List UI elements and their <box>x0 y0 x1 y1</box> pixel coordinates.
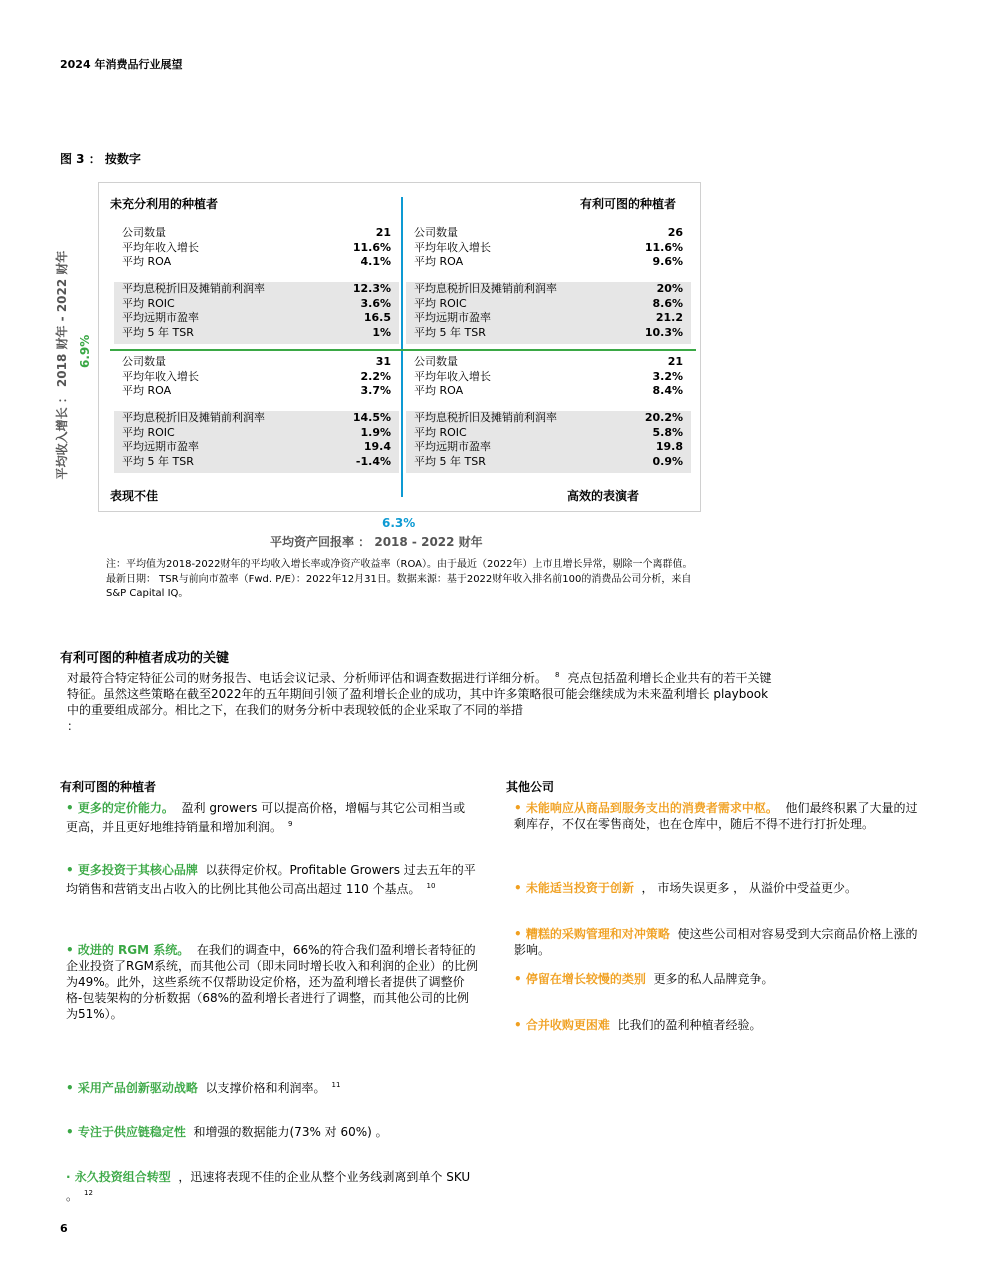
stat-value: 3.6% <box>360 296 391 310</box>
stat-row <box>406 440 691 455</box>
bullet-lead: • 更多投资于其核心品牌 <box>66 863 198 877</box>
stat-value: 14.5% <box>352 411 391 424</box>
stat-row <box>114 440 399 455</box>
stat-row <box>406 255 691 270</box>
stat-label: 平均 ROIC <box>414 425 467 439</box>
stat-row <box>114 297 399 312</box>
stat-label: 平均息税折旧及摊销前利润率 <box>122 282 265 295</box>
intro-tail: ： <box>67 719 80 733</box>
vertical-axis-line <box>401 197 403 497</box>
stat-label: 平均远期市盈率 <box>122 440 199 453</box>
quadrant-title-top-left: 未充分利用的种植者 <box>110 197 219 211</box>
stat-value: 21.2 <box>655 311 683 324</box>
stat-row <box>114 255 399 270</box>
bullet-lead: • 合并收购更困难 <box>514 1018 610 1032</box>
stat-row <box>114 282 399 297</box>
bullet-lead: • 糟糕的采购管理和对冲策略 <box>514 927 670 941</box>
quadrant-title-bottom-right: 高效的表演者 <box>566 489 639 503</box>
stat-row <box>406 426 691 441</box>
stat-row <box>406 311 691 326</box>
stat-label: 平均 ROIC <box>122 296 175 310</box>
stat-value: 11.6% <box>352 240 391 254</box>
bullet-lead: • 采用产品创新驱动战略 <box>66 1081 198 1095</box>
stat-value: 1% <box>372 325 391 339</box>
stat-row <box>406 226 691 241</box>
bullet-lead: • 改进的 RGM 系统。 <box>66 943 190 957</box>
stat-value: 21 <box>667 355 683 368</box>
stat-label: 平均年收入增长 <box>414 369 491 383</box>
x-axis-label: 平均资产回报率 ： 2018 - 2022 财年 <box>270 535 483 549</box>
stat-row <box>114 326 399 341</box>
stat-row <box>114 355 399 370</box>
quadrant-title-top-right: 有利可图的种植者 <box>579 197 676 211</box>
stat-row <box>114 384 399 399</box>
stat-label: 平均年收入增长 <box>122 369 199 383</box>
stat-row <box>406 370 691 385</box>
y-axis-label: 平均收入增长 ： 2018 财年 - 2022 财年 <box>55 250 69 480</box>
stat-value: 0.9% <box>652 454 683 468</box>
stat-label: 公司数量 <box>122 355 166 368</box>
bullet-lead: • 未能适当投资于创新 <box>514 881 634 895</box>
x-axis-marker: 6.3% <box>382 516 416 530</box>
bullet-text: 更多的私人品牌竞争。 <box>653 972 774 986</box>
stat-value: 20.2% <box>644 411 683 424</box>
stat-row <box>114 370 399 385</box>
right-bullet <box>514 800 929 832</box>
stat-value: 12.3% <box>352 282 391 295</box>
footnote-ref: 8 <box>555 671 560 679</box>
stat-label: 公司数量 <box>414 226 458 239</box>
bullet-lead: · 永久投资组合转型 <box>66 1170 171 1184</box>
stat-label: 平均息税折旧及摊销前利润率 <box>414 282 557 295</box>
stat-label: 平均年收入增长 <box>122 240 199 254</box>
stats-top-left-basic <box>114 226 399 270</box>
right-bullet <box>514 971 929 987</box>
stat-value: 11.6% <box>644 240 683 254</box>
stat-row <box>114 241 399 256</box>
bullet-text: 和增强的数据能力(73% 对 60%) 。 <box>193 1125 388 1139</box>
right-column-heading: 其他公司 <box>506 780 555 794</box>
stat-value: 16.5 <box>363 311 391 324</box>
stat-value: 4.1% <box>360 255 391 268</box>
section-heading: 有利可图的种植者成功的关键 <box>60 651 230 666</box>
bullet-text: 他们最终积累了大量的过剩库存，不仅在零售商处，也在仓库中，随后不得不进行打折处理。 <box>514 801 918 831</box>
bullet-text: 以获得定价权。Profitable Growers 过去五年的平均销售和营销支出占收入的比例比其他公司高出超过 110 个基点。 <box>66 863 476 896</box>
stat-value: 10.3% <box>644 325 683 339</box>
left-bullet <box>66 1169 476 1204</box>
stat-label: 平均年收入增长 <box>414 240 491 254</box>
stats-bottom-right-financial <box>406 411 691 473</box>
horizontal-axis-line <box>110 349 696 351</box>
stat-label: 平均 5 年 TSR <box>414 325 486 339</box>
stat-value: 1.9% <box>360 425 391 439</box>
quadrant-title-bottom-left: 表现不佳 <box>110 489 159 503</box>
left-bullet <box>66 1124 476 1140</box>
footnote-ref: 10 <box>426 882 436 890</box>
stat-label: 平均 5 年 TSR <box>122 454 194 468</box>
stat-row <box>406 411 691 426</box>
stat-label: 平均 ROA <box>122 384 172 397</box>
bullet-text: 比我们的盈利种植者经验。 <box>617 1018 762 1032</box>
stat-row <box>406 384 691 399</box>
y-axis-marker: 6.9% <box>78 334 92 368</box>
bullet-lead: • 更多的定价能力。 <box>66 801 174 815</box>
document-header: 2024 年消费品行业展望 <box>60 58 183 71</box>
stat-row <box>406 355 691 370</box>
stat-label: 平均息税折旧及摊销前利润率 <box>122 411 265 424</box>
stat-value: -1.4% <box>355 454 391 468</box>
right-bullet <box>514 1017 929 1033</box>
bullet-text: 使这些公司相对容易受到大宗商品价格上涨的影响。 <box>514 927 918 957</box>
bullet-lead: • 停留在增长较慢的类别 <box>514 972 646 986</box>
stat-value: 2.2% <box>360 369 391 383</box>
bullet-text: ，迅速将表现不佳的企业从整个业务线剥离到单个 SKU 。 <box>66 1170 471 1203</box>
stat-label: 平均远期市盈率 <box>414 440 491 453</box>
bullet-lead: • 未能响应从商品到服务支出的消费者需求中枢。 <box>514 801 778 815</box>
stat-row <box>406 282 691 297</box>
bullet-text: 以支撑价格和利润率。 <box>205 1081 326 1095</box>
stat-row <box>406 455 691 470</box>
bullet-text: ， 市场失误更多 ， 从溢价中受益更少。 <box>641 881 857 895</box>
stat-row <box>406 326 691 341</box>
footnote-ref: 12 <box>84 1189 93 1197</box>
bullet-lead: • 专注于供应链稳定性 <box>66 1125 186 1139</box>
stat-value: 9.6% <box>652 255 683 268</box>
stat-value: 26 <box>667 226 683 239</box>
stat-row <box>114 226 399 241</box>
stats-bottom-left-basic <box>114 355 399 399</box>
figure-title: 图 3 ： 按数字 <box>60 152 141 166</box>
footnote-ref: 9 <box>288 820 293 828</box>
stat-value: 8.4% <box>652 384 683 397</box>
stat-label: 平均 5 年 TSR <box>122 325 194 339</box>
intro-text: 对最符合特定特征公司的财务报告、电话会议记录、分析师评估和调查数据进行详细分析。 <box>67 671 548 685</box>
left-column-heading: 有利可图的种植者 <box>60 780 157 794</box>
stat-label: 平均息税折旧及摊销前利润率 <box>414 411 557 424</box>
stat-label: 平均 ROA <box>414 384 464 397</box>
bullet-text: 在我们的调查中，66%的符合我们盈利增长者特征的企业投资了RGM系统，而其他公司（即未同时增长收入和利润的企业）的比例为49%。此外，这些系统不仅帮助设定价格，还为盈利增长者提供了调整价格-包装架构的分析数据（68%的盈利增长者进行了调整，而其他公司的比例为51%）。 <box>66 943 478 1021</box>
stat-value: 3.7% <box>360 384 391 397</box>
stat-row <box>114 426 399 441</box>
stat-label: 平均 5 年 TSR <box>414 454 486 468</box>
stat-label: 公司数量 <box>414 355 458 368</box>
stat-value: 19.8 <box>655 440 683 453</box>
stat-label: 平均 ROA <box>414 255 464 268</box>
footnote-ref: 11 <box>331 1081 341 1089</box>
figure-note: 注：平均值为2018-2022财年的平均收入增长率或净资产收益率（ROA）。由于最近（2022年）上市且增长异常，剔除一个离群值。最新日期： TSR与前向市盈率（Fwd. P/E）：2022年12月31日。数据来源：基于2022财年收入排名前100的消费品公司分析，来自S&P Capital IQ。 <box>106 559 693 599</box>
stat-label: 公司数量 <box>122 226 166 239</box>
stat-label: 平均远期市盈率 <box>414 311 491 324</box>
stats-bottom-right-basic <box>406 355 691 399</box>
stats-bottom-left-financial <box>114 411 399 473</box>
bullet-text: 盈利 growers 可以提高价格，增幅与其它公司相当或更高，并且更好地维持销量和增加利润。 <box>66 801 466 834</box>
stat-label: 平均 ROIC <box>122 425 175 439</box>
stats-top-left-financial <box>114 282 399 344</box>
stat-label: 平均 ROA <box>122 255 172 268</box>
stat-row <box>114 455 399 470</box>
stat-row <box>406 297 691 312</box>
stats-top-right-basic <box>406 226 691 270</box>
left-bullet <box>66 862 476 897</box>
stat-row <box>114 411 399 426</box>
stat-value: 31 <box>375 355 391 368</box>
stat-label: 平均远期市盈率 <box>122 311 199 324</box>
page-number: 6 <box>60 1222 68 1235</box>
stat-label: 平均 ROIC <box>414 296 467 310</box>
stat-value: 5.8% <box>652 425 683 439</box>
left-bullet <box>66 1077 476 1096</box>
stat-value: 19.4 <box>363 440 391 453</box>
stat-value: 21 <box>375 226 391 239</box>
stat-value: 3.2% <box>652 369 683 383</box>
stat-row <box>406 241 691 256</box>
stats-top-right-financial <box>406 282 691 344</box>
intro-paragraph <box>67 667 777 734</box>
stat-row <box>114 311 399 326</box>
left-bullet <box>66 942 480 1022</box>
stat-value: 8.6% <box>652 296 683 310</box>
intro-text-continued: 亮点包括盈利增长企业共有的若干关键特征。虽然这些策略在截至2022年的五年期间引领了盈利增长企业的成功，其中许多策略很可能会继续成为未来盈利增长 playbook 中的重要组成部分。相比之下，在我们的财务分析中表现较低的企业采取了不同的举措 <box>67 671 772 717</box>
left-bullet <box>66 800 476 835</box>
right-bullet <box>514 880 929 896</box>
right-bullet <box>514 926 929 958</box>
stat-value: 20% <box>656 282 683 295</box>
